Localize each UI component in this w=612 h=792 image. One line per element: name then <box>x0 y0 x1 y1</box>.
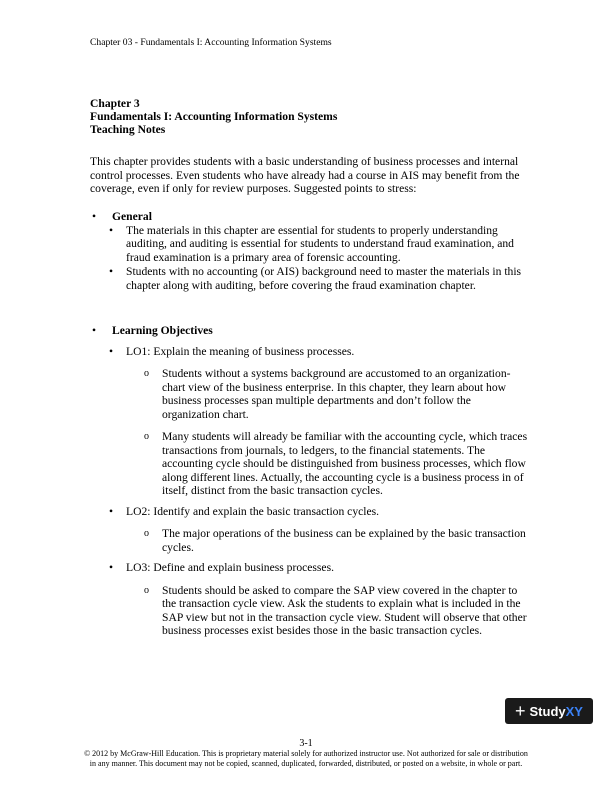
objective-lo2: • LO2: Identify and explain the basic transaction cycles. <box>109 504 380 518</box>
list-item: o Many students will already be familiar with the accounting cycle, which traces transactions from journals, to ledgers, to the financial statements. The accounting cycle should be distinguished from business processes, which flow along different lines. Actually, the accounting cycle is a business process in of itself, distinct from the basic transaction cycles. <box>144 430 528 497</box>
list-item: o Students should be asked to compare the SAP view covered in the chapter to the transaction cycle view. Ask the students to explain what is included in the SAP view but not in the transaction cycle view. Student will observe that other business processes exist besides those in the basic transaction cycles. <box>144 583 527 637</box>
lo1-subpoints <box>90 367 530 498</box>
page-number: 3-1 <box>299 738 313 749</box>
studyxy-watermark[interactable] <box>505 698 593 724</box>
general-section <box>90 210 530 292</box>
bullet-icon: • <box>109 344 114 358</box>
intro-paragraph: This chapter provides students with a basic understanding of business processes and internal control processes. Even students who have already had a course in AIS may benefit from the coverage, even if only for review purposes. Suggested points to stress: <box>90 155 520 195</box>
bullet-icon: • <box>109 265 114 278</box>
list-item: o Students without a systems background are accustomed to an organization-chart view of the business enterprise. In this chapter, they learn about how business processes span multiple departments and don’t follow the organization chart. <box>144 367 511 421</box>
objectives-list <box>90 561 530 575</box>
circle-bullet-icon: o <box>144 431 149 442</box>
general-heading: • General <box>92 210 152 223</box>
objective-lo1: • LO1: Explain the meaning of business processes. <box>109 344 355 358</box>
bullet-icon: • <box>109 561 114 574</box>
objective-lo3: • LO3: Define and explain business processes. <box>109 561 334 574</box>
learning-objectives-section <box>90 324 530 638</box>
bullet-icon: • <box>109 223 114 237</box>
bullet-icon: • <box>92 324 97 337</box>
bullet-icon: • <box>92 210 97 223</box>
brand-text: StudyXY <box>529 703 583 719</box>
circle-bullet-icon: o <box>144 368 149 379</box>
general-list <box>90 224 530 293</box>
chapter-number: Chapter 3 <box>90 97 140 110</box>
title-block <box>90 97 337 137</box>
circle-bullet-icon: o <box>144 528 149 539</box>
plus-icon: + <box>515 701 526 721</box>
lo2-subpoints <box>90 527 530 554</box>
bullet-icon: • <box>109 504 114 518</box>
list-item: • Students with no accounting (or AIS) background need to master the materials in this chapter along with auditing, before covering the fraud examination chapter. <box>109 265 522 292</box>
lo3-subpoints <box>90 584 530 638</box>
copyright-notice: © 2012 by McGraw-Hill Education. This is proprietary material solely for authorized instructor use. Not authorized for sale or distribution in any manner. This document may not be copied, scanned, duplicated, forwarded, distributed, or posted on a website, in whole or part. <box>84 749 528 768</box>
section-title: Teaching Notes <box>90 123 166 137</box>
objectives-list <box>90 345 530 359</box>
running-header: Chapter 03 - Fundamentals I: Accounting Information Systems <box>90 37 332 48</box>
circle-bullet-icon: o <box>144 584 149 596</box>
list-item: o The major operations of the business can be explained by the basic transaction cycles. <box>144 527 526 554</box>
chapter-title: Fundamentals I: Accounting Information Systems <box>90 110 338 124</box>
list-item: • The materials in this chapter are essential for students to properly understanding auditing, and auditing is essential for students to understand fraud examination, and fraud examination is a primary area of forensic accounting. <box>109 223 514 264</box>
objectives-list <box>90 505 530 519</box>
learning-objectives-heading: • Learning Objectives <box>92 324 213 337</box>
